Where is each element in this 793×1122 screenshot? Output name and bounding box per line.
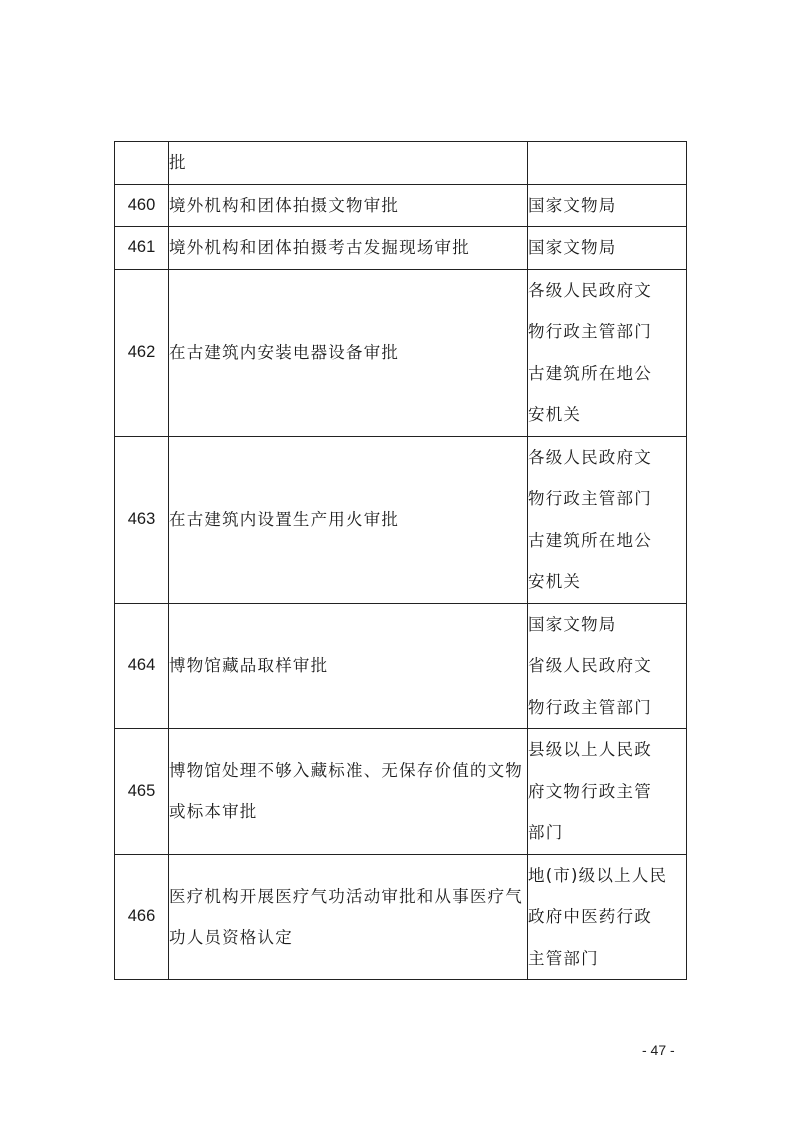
department-line: 物行政主管部门 xyxy=(528,322,652,341)
department-line xyxy=(528,142,686,184)
department-line: 部门 xyxy=(528,823,564,842)
department-line: 物行政主管部门 xyxy=(528,697,652,717)
approval-item: 在古建筑内设置生产用火审批 xyxy=(169,436,528,603)
department-line: 各级人民政府文 xyxy=(528,280,652,300)
department-line: 安机关 xyxy=(528,405,582,424)
row-number: 461 xyxy=(115,227,169,270)
row-number: 464 xyxy=(115,603,169,729)
approval-items-table xyxy=(114,141,687,980)
department-line: 地(市)级以上人民 xyxy=(528,865,668,885)
approval-item: 医疗机构开展医疗气功活动审批和从事医疗气功人员资格认定 xyxy=(169,854,528,980)
approval-item: 博物馆藏品取样审批 xyxy=(169,603,528,729)
table-body xyxy=(115,142,687,980)
row-number: 462 xyxy=(115,269,169,436)
responsible-department xyxy=(528,729,687,855)
table-row xyxy=(115,603,687,729)
table-row xyxy=(115,729,687,855)
responsible-department xyxy=(528,854,687,980)
department-line: 安机关 xyxy=(528,572,582,591)
department-line: 国家文物局 xyxy=(528,238,617,257)
responsible-department xyxy=(528,269,687,436)
approval-item: 在古建筑内安装电器设备审批 xyxy=(169,269,528,436)
row-number xyxy=(115,142,169,185)
table-row xyxy=(115,227,687,270)
department-line: 古建筑所在地公 xyxy=(528,530,652,550)
row-number: 466 xyxy=(115,854,169,980)
department-line: 主管部门 xyxy=(528,948,599,968)
department-line: 府文物行政主管 xyxy=(528,781,652,801)
approval-item: 境外机构和团体拍摄文物审批 xyxy=(169,184,528,227)
responsible-department xyxy=(528,184,687,227)
department-line: 国家文物局 xyxy=(528,195,617,215)
table-row xyxy=(115,184,687,227)
row-number: 463 xyxy=(115,436,169,603)
table-row xyxy=(115,854,687,980)
row-number: 465 xyxy=(115,729,169,855)
approval-item: 境外机构和团体拍摄考古发掘现场审批 xyxy=(169,227,528,270)
approval-item: 批 xyxy=(169,142,528,185)
department-line: 物行政主管部门 xyxy=(528,489,652,508)
responsible-department xyxy=(528,227,687,270)
department-line: 古建筑所在地公 xyxy=(528,363,652,383)
department-line: 县级以上人民政 xyxy=(528,740,652,759)
department-line: 各级人民政府文 xyxy=(528,447,652,467)
department-line: 政府中医药行政 xyxy=(528,907,652,926)
row-number: 460 xyxy=(115,184,169,227)
responsible-department xyxy=(528,436,687,603)
table-row xyxy=(115,142,687,185)
responsible-department xyxy=(528,142,687,185)
table-row xyxy=(115,436,687,603)
department-line: 国家文物局 xyxy=(528,614,617,634)
responsible-department xyxy=(528,603,687,729)
department-line: 省级人民政府文 xyxy=(528,656,652,675)
table-row xyxy=(115,269,687,436)
approval-item: 博物馆处理不够入藏标准、无保存价值的文物或标本审批 xyxy=(169,729,528,855)
page-number: - 47 - xyxy=(642,1042,675,1058)
